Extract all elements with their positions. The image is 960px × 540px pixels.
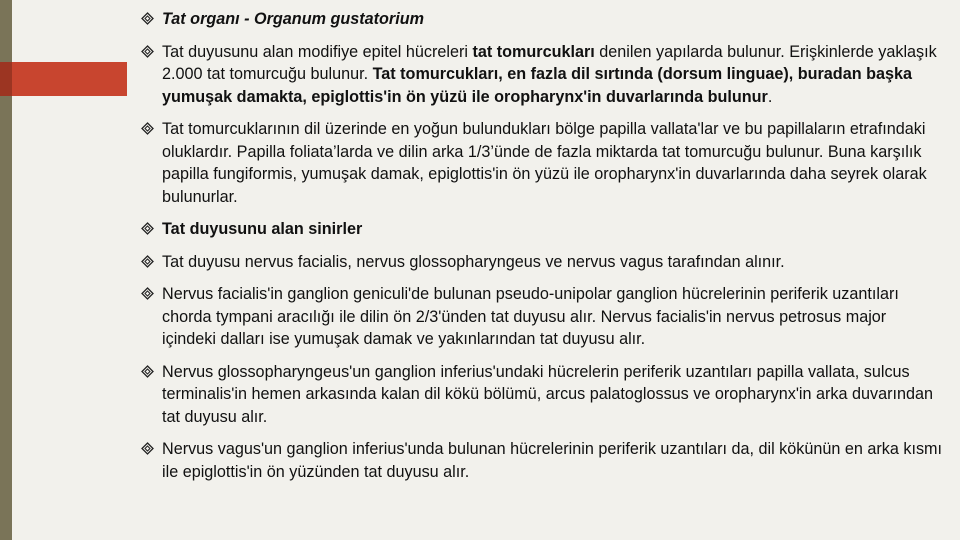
section-heading: Tat duyusunu alan sinirler xyxy=(162,220,363,238)
accent-bar-edge xyxy=(0,62,12,96)
bullet-item xyxy=(138,118,944,208)
bullet-text: Nervus glossopharyngeus'un ganglion inferius'undaki hücrelerin periferik uzantıları papilla vallata, sulcus terminalis'in hemen arkasında kalan dil kökü bölümü, arcus palatoglossus ve oropharynx'in arka duvarından tat duyusu alır. xyxy=(162,362,934,426)
diamond-bullet-icon xyxy=(141,122,154,135)
bullet-text: Tat organı - Organum gustatorium xyxy=(162,10,425,28)
diamond-bullet-icon xyxy=(141,442,154,455)
bullet-text: . xyxy=(767,87,773,106)
bullet-text-bold: tat tomurcukları xyxy=(472,42,595,61)
diamond-bullet-icon xyxy=(141,365,154,378)
bullet-item xyxy=(138,8,944,31)
bullet-text-bold: Tat tomurcukları, en fazla dil sırtında (dorsum linguae), buradan başka yumuşak damakta, epiglottis'in ön yüzü ile oropharynx'in duvarlarında bulunur xyxy=(162,65,912,106)
bullet-item xyxy=(138,438,944,483)
diamond-bullet-icon xyxy=(141,255,154,268)
bullet-text: Nervus facialis'in ganglion geniculi'de bulunan pseudo-unipolar ganglion hücrelerinin periferik uzantıları chorda tympani aracılığı ile dilin ön 2/3'ünden tat duyusu alır. Nervus facialis'in nervus petrosus major içindeki dalları ise yumuşak damak ve yakınlarından tat duyusu alır. xyxy=(162,285,899,348)
bullet-item xyxy=(138,251,944,274)
bullet-text: denilen yapılarda bulunur. Erişkinlerde yaklaşık 2.000 tat tomurcuğu bulunur. xyxy=(162,42,937,83)
diamond-bullet-icon xyxy=(141,287,154,300)
diamond-bullet-icon xyxy=(141,222,154,235)
diamond-bullet-icon xyxy=(141,12,154,25)
diamond-bullet-icon xyxy=(141,45,154,58)
bullet-item xyxy=(138,283,944,351)
bullet-item xyxy=(138,361,944,429)
bullet-text: Nervus vagus'un ganglion inferius'unda bulunan hücrelerinin periferik uzantıları da, dil kökünün en arka kısmı ile epiglottis'in ön yüzünden tat duyusu alır. xyxy=(162,440,943,481)
bullet-item xyxy=(138,41,944,109)
accent-bar xyxy=(0,62,127,96)
bullet-item xyxy=(138,218,944,241)
bullet-text: Tat duyusunu alan modifiye epitel hücreleri xyxy=(162,42,473,61)
bullet-text: Tat tomurcuklarının dil üzerinde en yoğun bulundukları bölge papilla vallata'lar ve bu papillaların etrafındaki oluklardır. Papilla foliata’larda ve dilin arka 1/3’ünde de fazla miktarda tat tomurcuğu bulunur. Buna karşılık papilla fungiformis, yumuşak damak, epiglottis'in ön yüzü ile oropharynx'in duvarlarında daha seyrek olarak bulunurlar. xyxy=(162,120,927,206)
bullet-text: Tat duyusu nervus facialis, nervus glossopharyngeus ve nervus vagus tarafından alınır. xyxy=(162,252,785,271)
slide-content xyxy=(138,8,944,483)
